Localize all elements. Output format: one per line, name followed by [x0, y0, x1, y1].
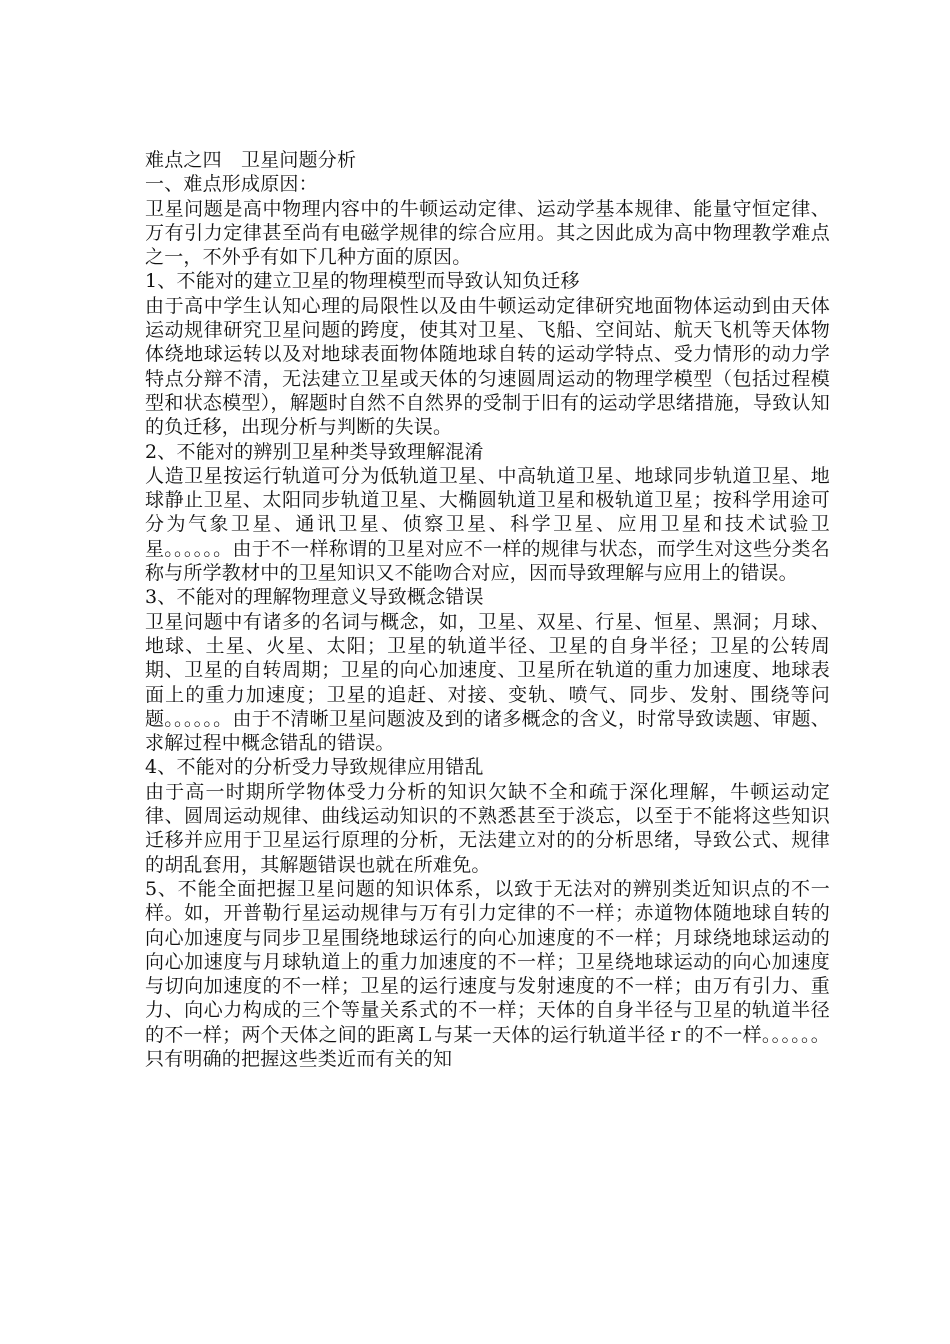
- point-4-body: 由于高一时期所学物体受力分析的知识欠缺不全和疏于深化理解，牛顿运动定律、圆周运动规律、曲线运动知识的不熟悉甚至于淡忘，以至于不能将这些知识迁移并应用于卫星运行原理的分析，无法建立对的的分析思绪，导致公式、规律的胡乱套用，其解题错误也就在所难免。: [145, 780, 830, 876]
- section-heading: 一、难点形成原因：: [145, 173, 318, 196]
- document-page: [145, 148, 830, 1071]
- intro-paragraph: 卫星问题是高中物理内容中的牛顿运动定律、运动学基本规律、能量守恒定律、万有引力定律甚至尚有电磁学规律的综合应用。其之因此成为高中物理教学难点之一，不外乎有如下几种方面的原因。: [145, 197, 830, 269]
- point-3-heading: 3、不能对的理解物理意义导致概念错误: [145, 586, 484, 609]
- point-1-heading: 1、不能对的建立卫星的物理模型而导致认知负迁移: [145, 270, 580, 293]
- point-4-heading: 4、不能对的分析受力导致规律应用错乱: [145, 756, 484, 779]
- point-1-body: 由于高中学生认知心理的局限性以及由牛顿运动定律研究地面物体运动到由天体运动规律研究卫星问题的跨度，使其对卫星、飞船、空间站、航天飞机等天体物体绕地球运转以及对地球表面物体随地球自转的运动学特点、受力情形的动力学特点分辩不清，无法建立卫星或天体的匀速圆周运动的物理学模型（包括过程模型和状态模型），解题时自然不自然界的受制于旧有的运动学思绪措施，导致认知的负迁移，出现分析与判断的失误。: [145, 294, 830, 439]
- point-2-heading: 2、不能对的辨别卫星种类导致理解混淆: [145, 440, 484, 463]
- point-2-body: 人造卫星按运行轨道可分为低轨道卫星、中高轨道卫星、地球同步轨道卫星、地球静止卫星、太阳同步轨道卫星、大椭圆轨道卫星和极轨道卫星；按科学用途可分为气象卫星、通讯卫星、侦察卫星、科学卫星、应用卫星和技术试验卫星。。。。。。由于不一样称谓的卫星对应不一样的规律与状态，而学生对这些分类名称与所学教材中的卫星知识又不能吻合对应，因而导致理解与应用上的错误。: [145, 464, 830, 585]
- point-3-body: 卫星问题中有诸多的名词与概念，如，卫星、双星、行星、恒星、黑洞；月球、地球、土星、火星、太阳；卫星的轨道半径、卫星的自身半径；卫星的公转周期、卫星的自转周期；卫星的向心加速度、卫星所在轨道的重力加速度、地球表面上的重力加速度；卫星的追赶、对接、变轨、喷气、同步、发射、围绕等问题。。。。。。由于不清晰卫星问题波及到的诸多概念的含义，时常导致读题、审题、求解过程中概念错乱的错误。: [145, 610, 830, 755]
- document-title: 难点之四 卫星问题分析: [145, 149, 357, 171]
- point-5-body: 5、不能全面把握卫星问题的知识体系，以致于无法对的辨别类近知识点的不一样。如，开普勒行星运动规律与万有引力定律的不一样；赤道物体随地球自转的向心加速度与同步卫星围绕地球运行的向心加速度的不一样；月球绕地球运动的向心加速度与月球轨道上的重力加速度的不一样；卫星绕地球运动的向心加速度与切向加速度的不一样；卫星的运行速度与发射速度的不一样；由万有引力、重力、向心力构成的三个等量关系式的不一样；天体的自身半径与卫星的轨道半径的不一样；两个天体之间的距离Ｌ与某一天体的运行轨道半径ｒ的不一样。。。。。。只有明确的把握这些类近而有关的知: [145, 877, 830, 1070]
